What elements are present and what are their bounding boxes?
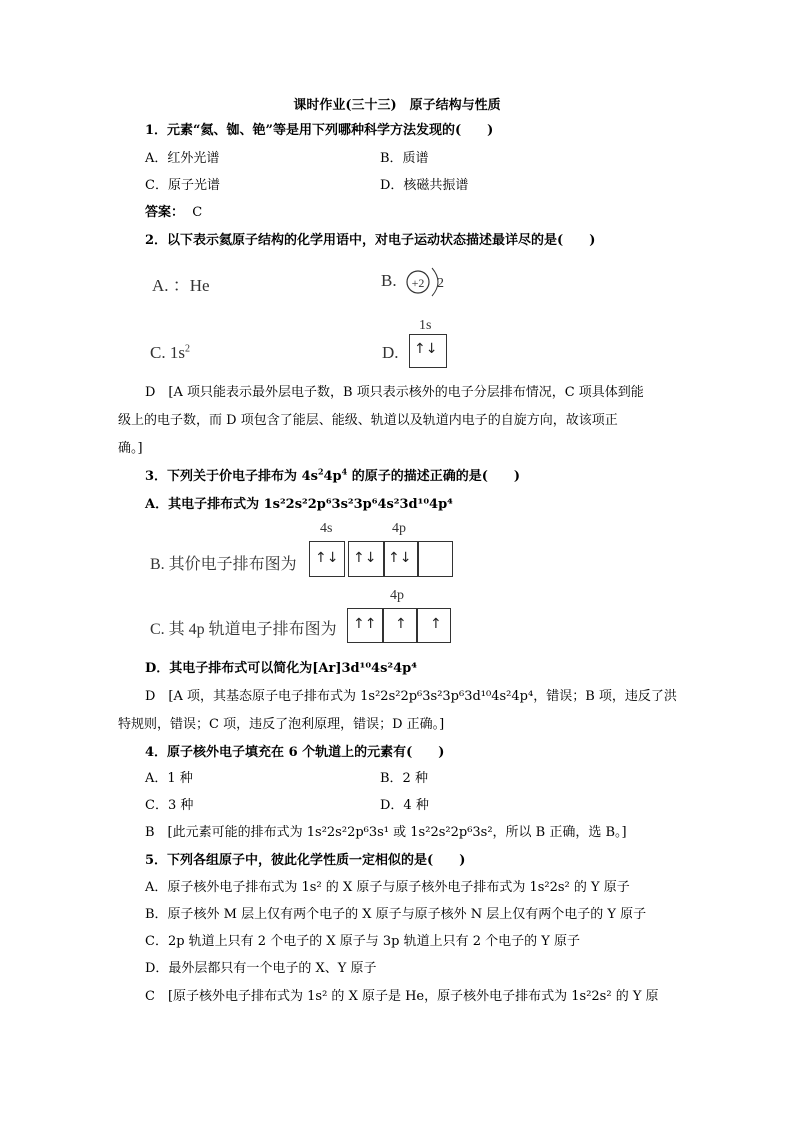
- q2-explain-1: D [A 项只能表示最外层电子数，B 项只表示核外的电子分层排布情况，C 项具体到能: [145, 385, 644, 400]
- q4-option-a: A．1 种: [145, 771, 193, 786]
- q1-option-d: D．核磁共振谱: [380, 178, 469, 193]
- q1-option-b: B．质谱: [380, 151, 429, 166]
- q3-option-b-label: B. 其价电子排布图为: [150, 556, 297, 573]
- q5-option-d: D．最外层都只有一个电子的 X、Y 原子: [145, 961, 377, 976]
- q3-stem: [145, 468, 520, 486]
- q1-answer: [145, 204, 202, 222]
- q3-stem-post: 的原子的描述正确的是( ): [347, 469, 521, 484]
- q4-option-b: B．2 种: [380, 771, 428, 786]
- q3-b-divider-2: [417, 541, 419, 577]
- page-title: 课时作业(三十三) 原子结构与性质: [293, 98, 501, 113]
- q3-stem-pre: 3．下列关于价电子排布为 4s: [145, 469, 318, 484]
- q1-option-a: A．红外光谱: [145, 151, 220, 166]
- q4-explain: B [此元素可能的排布式为 1s²2s²2p⁶3s¹ 或 1s²2s²2p⁶3s²，所以 B 正确，选 B。]: [145, 825, 627, 840]
- q4-option-d: D．4 种: [380, 798, 429, 813]
- q2-option-c-label: C. 1s: [150, 343, 185, 362]
- q3-explain-2: 特规则，错误；C 项，违反了泡利原理，错误；D 正确。]: [118, 717, 445, 732]
- q2-atom-diagram: [402, 264, 452, 300]
- q3-stem-mid: 4p: [323, 469, 342, 484]
- q3-explain-1: D [A 项，其基态原子电子排布式为 1s²2s²2p⁶3s²3p⁶3d¹⁰4s²4p⁴，错误；B 项，违反了洪: [145, 689, 677, 704]
- q5-option-b: B．原子核外 M 层上仅有两个电子的 X 原子与原子核外 N 层上仅有两个电子的 Y 原子: [145, 907, 647, 922]
- q3-c-divider-1: [382, 608, 384, 643]
- q3-c-divider-2: [416, 608, 418, 643]
- q3-b-4s-label: 4s: [320, 521, 333, 536]
- q2-explain-2: 级上的电子数，而 D 项包含了能层、能级、轨道以及轨道内电子的自旋方向，故该项正: [118, 413, 618, 428]
- nucleus-charge: +2: [411, 276, 425, 290]
- q1-answer-value: C: [192, 205, 203, 220]
- q2-option-c: [150, 343, 190, 363]
- q2-explain-3: 确。]: [118, 441, 143, 456]
- q2-option-b-label: B.: [381, 271, 397, 290]
- q2-stem: 2．以下表示氦原子结构的化学用语中，对电子运动状态描述最详尽的是( ): [145, 233, 596, 248]
- q5-option-c: C．2p 轨道上只有 2 个电子的 X 原子与 3p 轨道上只有 2 个电子的 Y 原子: [145, 934, 580, 949]
- q2-option-a: A. ：He: [152, 276, 210, 295]
- shell-electrons: 2: [437, 276, 444, 291]
- q2-option-c-sup: 2: [184, 343, 190, 355]
- q5-stem: 5．下列各组原子中，彼此化学性质一定相似的是( ): [145, 853, 466, 868]
- q3-c-arrows-2: ↑: [395, 616, 407, 632]
- q3-c-arrows-3: ↑: [430, 616, 442, 632]
- q1-option-c: C．原子光谱: [145, 178, 220, 193]
- q1-stem: 1．元素“氦、铷、铯”等是用下列哪种科学方法发现的( ): [145, 123, 494, 138]
- q3-option-a: A．其电子排布式为 1s²2s²2p⁶3s²3p⁶4s²3d¹⁰4p⁴: [145, 497, 453, 512]
- q2-orbital-arrows: ↑↓: [414, 341, 438, 357]
- q3-b-arrows-1: ↑↓: [315, 550, 339, 566]
- q3-b-arrows-2: ↑↓: [353, 550, 377, 566]
- q3-b-divider-1: [383, 541, 385, 577]
- q5-option-a: A．原子核外电子排布式为 1s² 的 X 原子与原子核外电子排布式为 1s²2s² 的 Y 原子: [145, 880, 630, 895]
- q2-orbital-label: 1s: [419, 318, 432, 333]
- q4-stem: 4．原子核外电子填充在 6 个轨道上的元素有( ): [145, 745, 445, 760]
- q3-option-d: D．其电子排布式可以简化为[Ar]3d¹⁰4s²4p⁴: [145, 661, 417, 676]
- q4-option-c: C．3 种: [145, 798, 194, 813]
- q3-b-4p-label: 4p: [392, 521, 406, 536]
- q3-b-arrows-3: ↑↓: [388, 550, 412, 566]
- q2-option-d-label: D.: [382, 343, 399, 362]
- q1-answer-label: 答案：: [145, 205, 185, 220]
- q3-c-4p-label: 4p: [390, 588, 404, 603]
- q3-stem-sup1: 2: [317, 466, 324, 477]
- q3-option-c-label: C. 其 4p 轨道电子排布图为: [150, 621, 337, 638]
- q5-explain: C [原子核外电子排布式为 1s² 的 X 原子是 He，原子核外电子排布式为 1s²2s² 的 Y 原: [145, 989, 659, 1004]
- q3-stem-sup2: 4: [341, 466, 348, 477]
- q3-c-arrows-1: ↑↑: [353, 616, 377, 632]
